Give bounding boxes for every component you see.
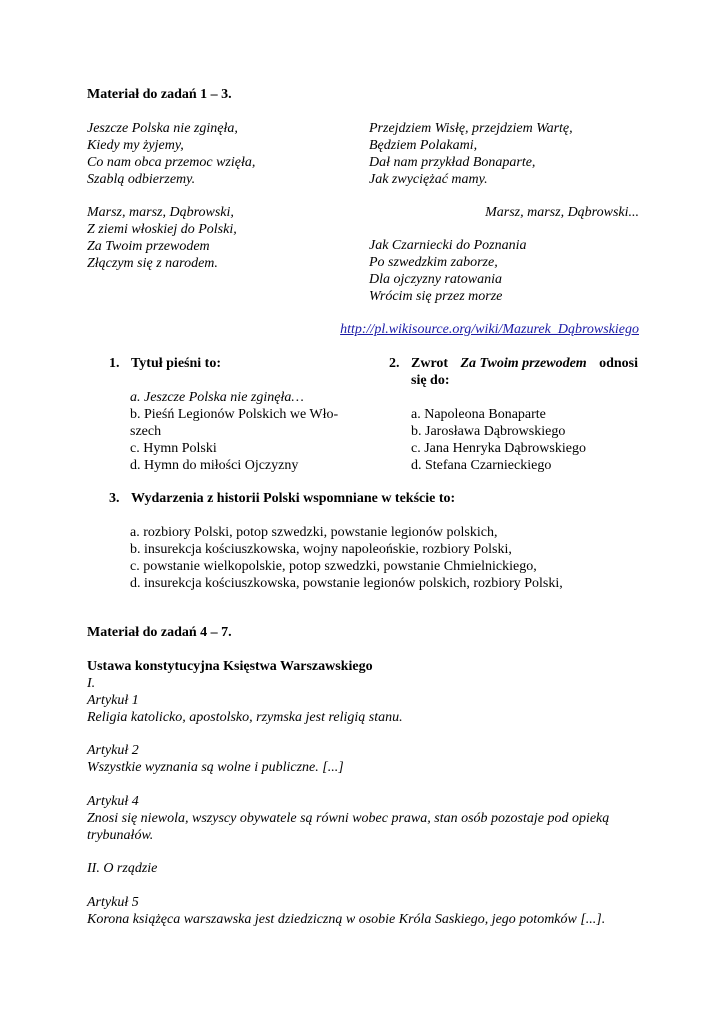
q3-option-b: b. insurekcja kościuszkowska, wojny napoleońskie, rozbiory Polski,: [130, 542, 512, 557]
verse-line: Złączym się z narodem.: [87, 256, 218, 271]
article-4-text-line1: Znosi się niewola, wszyscy obywatele są równi wobec prawa, stan osób pozostaje pod opieką: [87, 811, 610, 826]
source-link-container: [340, 321, 639, 338]
q1-option-c: c. Hymn Polski: [130, 441, 217, 456]
verse-line: Jak zwyciężać mamy.: [369, 172, 488, 187]
section2-heading: Materiał do zadań 4 – 7.: [87, 625, 232, 640]
article-2-label: Artykuł 2: [87, 743, 139, 758]
left-stanza-2: [87, 204, 237, 272]
q1-option-a: a. Jeszcze Polska nie zginęła…: [130, 390, 304, 405]
q1-title: [109, 355, 221, 372]
q1-option-d: d. Hymn do miłości Ojczyzny: [130, 458, 299, 473]
right-refrain: Marsz, marsz, Dąbrowski...: [485, 205, 639, 220]
article-5-text: Korona książęca warszawska jest dziedziczną w osobie Króla Saskiego, jego potomków [...].: [87, 912, 606, 927]
q2-title-italic: Za Twoim przewodem: [460, 356, 587, 371]
article-1-text: Religia katolicko, apostolsko, rzymska jest religią stanu.: [87, 710, 403, 725]
q2-title: [389, 355, 638, 389]
q1-option-b: b. Pieśń Legionów Polskich we Wło-: [130, 407, 339, 422]
q3-title-text: Wydarzenia z historii Polski wspomniane w tekście to:: [131, 491, 456, 506]
verse-line: Po szwedzkim zaborze,: [369, 255, 498, 270]
verse-line: Szablą odbierzemy.: [87, 172, 196, 187]
article-2-text: Wszystkie wyznania są wolne i publiczne. [...]: [87, 760, 344, 775]
q3-title: [109, 490, 455, 507]
q1-number: 1.: [109, 356, 120, 371]
article-4-text-line2: trybunałów.: [87, 828, 154, 843]
q2-option-d: d. Stefana Czarnieckiego: [411, 458, 552, 473]
verse-line: Za Twoim przewodem: [87, 239, 210, 254]
verse-line: Jak Czarniecki do Poznania: [369, 238, 527, 253]
verse-line: Przejdziem Wisłę, przejdziem Wartę,: [369, 121, 573, 136]
part-1-label: I.: [87, 676, 96, 691]
part-2-label: II. O rządzie: [87, 861, 158, 876]
q2-title-line2: się do:: [411, 373, 450, 388]
q2-title-pre: Zwrot: [411, 356, 449, 371]
q2-option-a: a. Napoleona Bonaparte: [411, 407, 546, 422]
q3-option-d: d. insurekcja kościuszkowska, powstanie legionów polskich, rozbiory Polski,: [130, 576, 563, 591]
article-4-label: Artykuł 4: [87, 794, 139, 809]
verse-line: Z ziemi włoskiej do Polski,: [87, 222, 237, 237]
q3-number: 3.: [109, 491, 120, 506]
q1-option-b-cont: szech: [130, 424, 162, 439]
verse-line: Jeszcze Polska nie zginęła,: [87, 121, 238, 136]
right-stanza-2: [369, 237, 526, 305]
verse-line: Dał nam przykład Bonaparte,: [369, 155, 536, 170]
article-5-label: Artykuł 5: [87, 895, 139, 910]
constitution-title: Ustawa konstytucyjna Księstwa Warszawskiego: [87, 659, 373, 674]
section1-heading: Materiał do zadań 1 – 3.: [87, 87, 232, 102]
source-link[interactable]: http://pl.wikisource.org/wiki/Mazurek_Dąbrowskiego: [340, 322, 639, 337]
q2-number: 2.: [389, 356, 400, 371]
q3-options: [130, 524, 563, 592]
verse-line: Wrócim się przez morze: [369, 289, 503, 304]
q2-title-post: odnosi: [599, 356, 638, 371]
verse-line: Będziem Polakami,: [369, 138, 478, 153]
q3-option-c: c. powstanie wielkopolskie, potop szwedzki, powstanie Chmielnickiego,: [130, 559, 537, 574]
q3-option-a: a. rozbiory Polski, potop szwedzki, powstanie legionów polskich,: [130, 525, 498, 540]
q1-title-text: Tytuł pieśni to:: [131, 356, 221, 371]
verse-line: Marsz, marsz, Dąbrowski,: [87, 205, 234, 220]
verse-line: Dla ojczyzny ratowania: [369, 272, 502, 287]
q2-option-c: c. Jana Henryka Dąbrowskiego: [411, 441, 586, 456]
q2-option-b: b. Jarosława Dąbrowskiego: [411, 424, 566, 439]
left-stanza-1: [87, 120, 255, 188]
verse-line: Kiedy my żyjemy,: [87, 138, 184, 153]
q1-options: [130, 389, 338, 474]
verse-line: Co nam obca przemoc wzięła,: [87, 155, 256, 170]
article-1-label: Artykuł 1: [87, 693, 139, 708]
q2-options: [411, 406, 586, 474]
right-stanza-1: [369, 120, 573, 188]
